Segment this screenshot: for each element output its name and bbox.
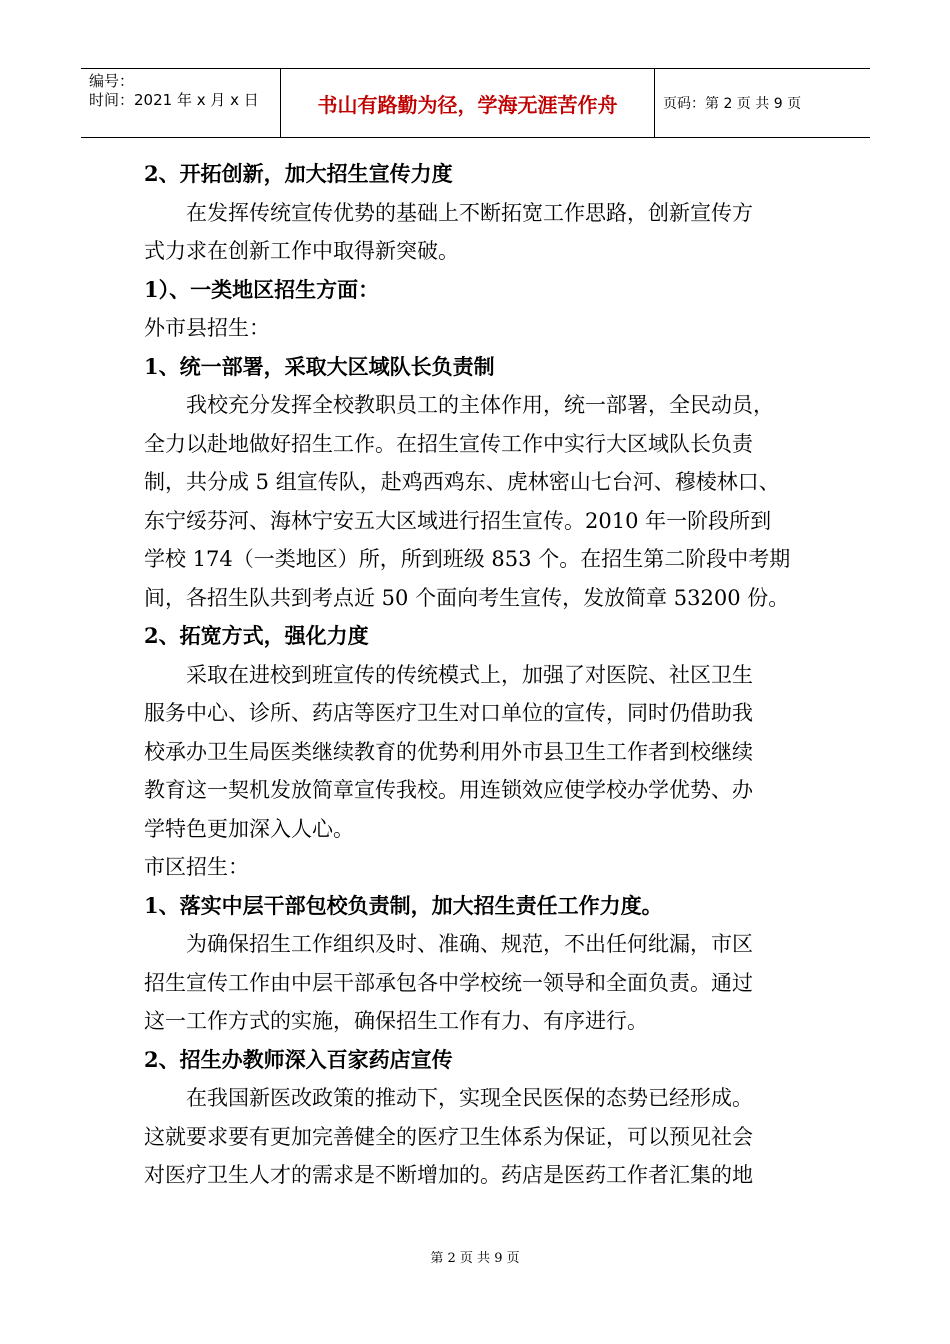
paragraph-line: 制，共分成 5 组宣传队，赴鸡西鸡东、虎林密山七台河、穆棱林口、 <box>144 470 780 494</box>
paragraph-line: 教育这一契机发放简章宣传我校。用连锁效应使学校办学优势、办 <box>144 778 753 802</box>
paragraph-line: 间，各招生队共到考点近 50 个面向考生宣传，发放简章 53200 份。 <box>144 585 790 610</box>
paragraph-line: 对医疗卫生人才的需求是不断增加的。药店是医药工作者汇集的地 <box>144 1163 753 1187</box>
item-heading: 1、统一部署，采取大区域队长负责制 <box>144 353 495 379</box>
time-label: 时间：2021 年 x 月 x 日 <box>89 91 259 109</box>
paragraph-line: 在我国新医改政策的推动下，实现全民医保的态势已经形成。 <box>186 1086 753 1110</box>
footer-page-number: 第 2 页 共 9 页 <box>430 1251 520 1266</box>
document-body <box>144 155 809 1195</box>
paragraph-line: 服务中心、诊所、药店等医疗卫生对口单位的宣传，同时仍借助我 <box>144 701 753 725</box>
category-heading: 市区招生： <box>144 855 249 879</box>
paragraph-line: 校承办卫生局医类继续教育的优势利用外市县卫生工作者到校继续 <box>144 739 753 764</box>
header-table <box>81 68 870 138</box>
item-heading: 2、招生办教师深入百家药店宣传 <box>144 1046 453 1072</box>
paragraph-line: 东宁绥芬河、海林宁安五大区域进行招生宣传。2010 年一阶段所到 <box>144 508 772 533</box>
section-heading: 2、开拓创新，加大招生宣传力度 <box>144 161 453 186</box>
motto-text: 书山有路勤为径，学海无涯苦作舟 <box>317 92 618 117</box>
page-info-text: 页码：第 2 页 共 9 页 <box>663 96 802 112</box>
paragraph-line: 为确保招生工作组织及时、准确、规范，不出任何纰漏，市区 <box>186 932 753 956</box>
motto-cell <box>281 69 655 137</box>
paragraph-line: 全力以赴地做好招生工作。在招生宣传工作中实行大区域队长负责 <box>144 431 753 456</box>
paragraph-line: 式力求在创新工作中取得新突破。 <box>144 239 459 263</box>
paragraph-line: 这一工作方式的实施，确保招生工作有力、有序进行。 <box>144 1009 648 1033</box>
page-footer <box>0 1247 950 1266</box>
item-heading: 2、拓宽方式，强化力度 <box>144 623 369 648</box>
item-heading: 1、落实中层干部包校负责制，加大招生责任工作力度。 <box>144 892 663 918</box>
subsection-heading: 1）、一类地区招生方面： <box>144 276 380 302</box>
paragraph-line: 在发挥传统宣传优势的基础上不断拓宽工作思路，创新宣传方 <box>186 200 753 225</box>
paragraph-line: 我校充分发挥全校教职员工的主体作用，统一部署，全民动员， <box>186 393 774 417</box>
header-meta-cell <box>81 69 281 137</box>
number-label: 编号： <box>89 72 135 90</box>
page-info-cell <box>655 69 870 137</box>
paragraph-line: 采取在进校到班宣传的传统模式上，加强了对医院、社区卫生 <box>186 662 753 687</box>
paragraph-line: 学特色更加深入人心。 <box>144 816 354 841</box>
paragraph-line: 学校 174（一类地区）所，所到班级 853 个。在招生第二阶段中考期 <box>144 547 791 571</box>
category-heading: 外市县招生： <box>144 316 270 340</box>
paragraph-line: 这就要求要有更加完善健全的医疗卫生体系为保证，可以预见社会 <box>144 1124 753 1149</box>
paragraph-line: 招生宣传工作由中层干部承包各中学校统一领导和全面负责。通过 <box>144 970 753 995</box>
